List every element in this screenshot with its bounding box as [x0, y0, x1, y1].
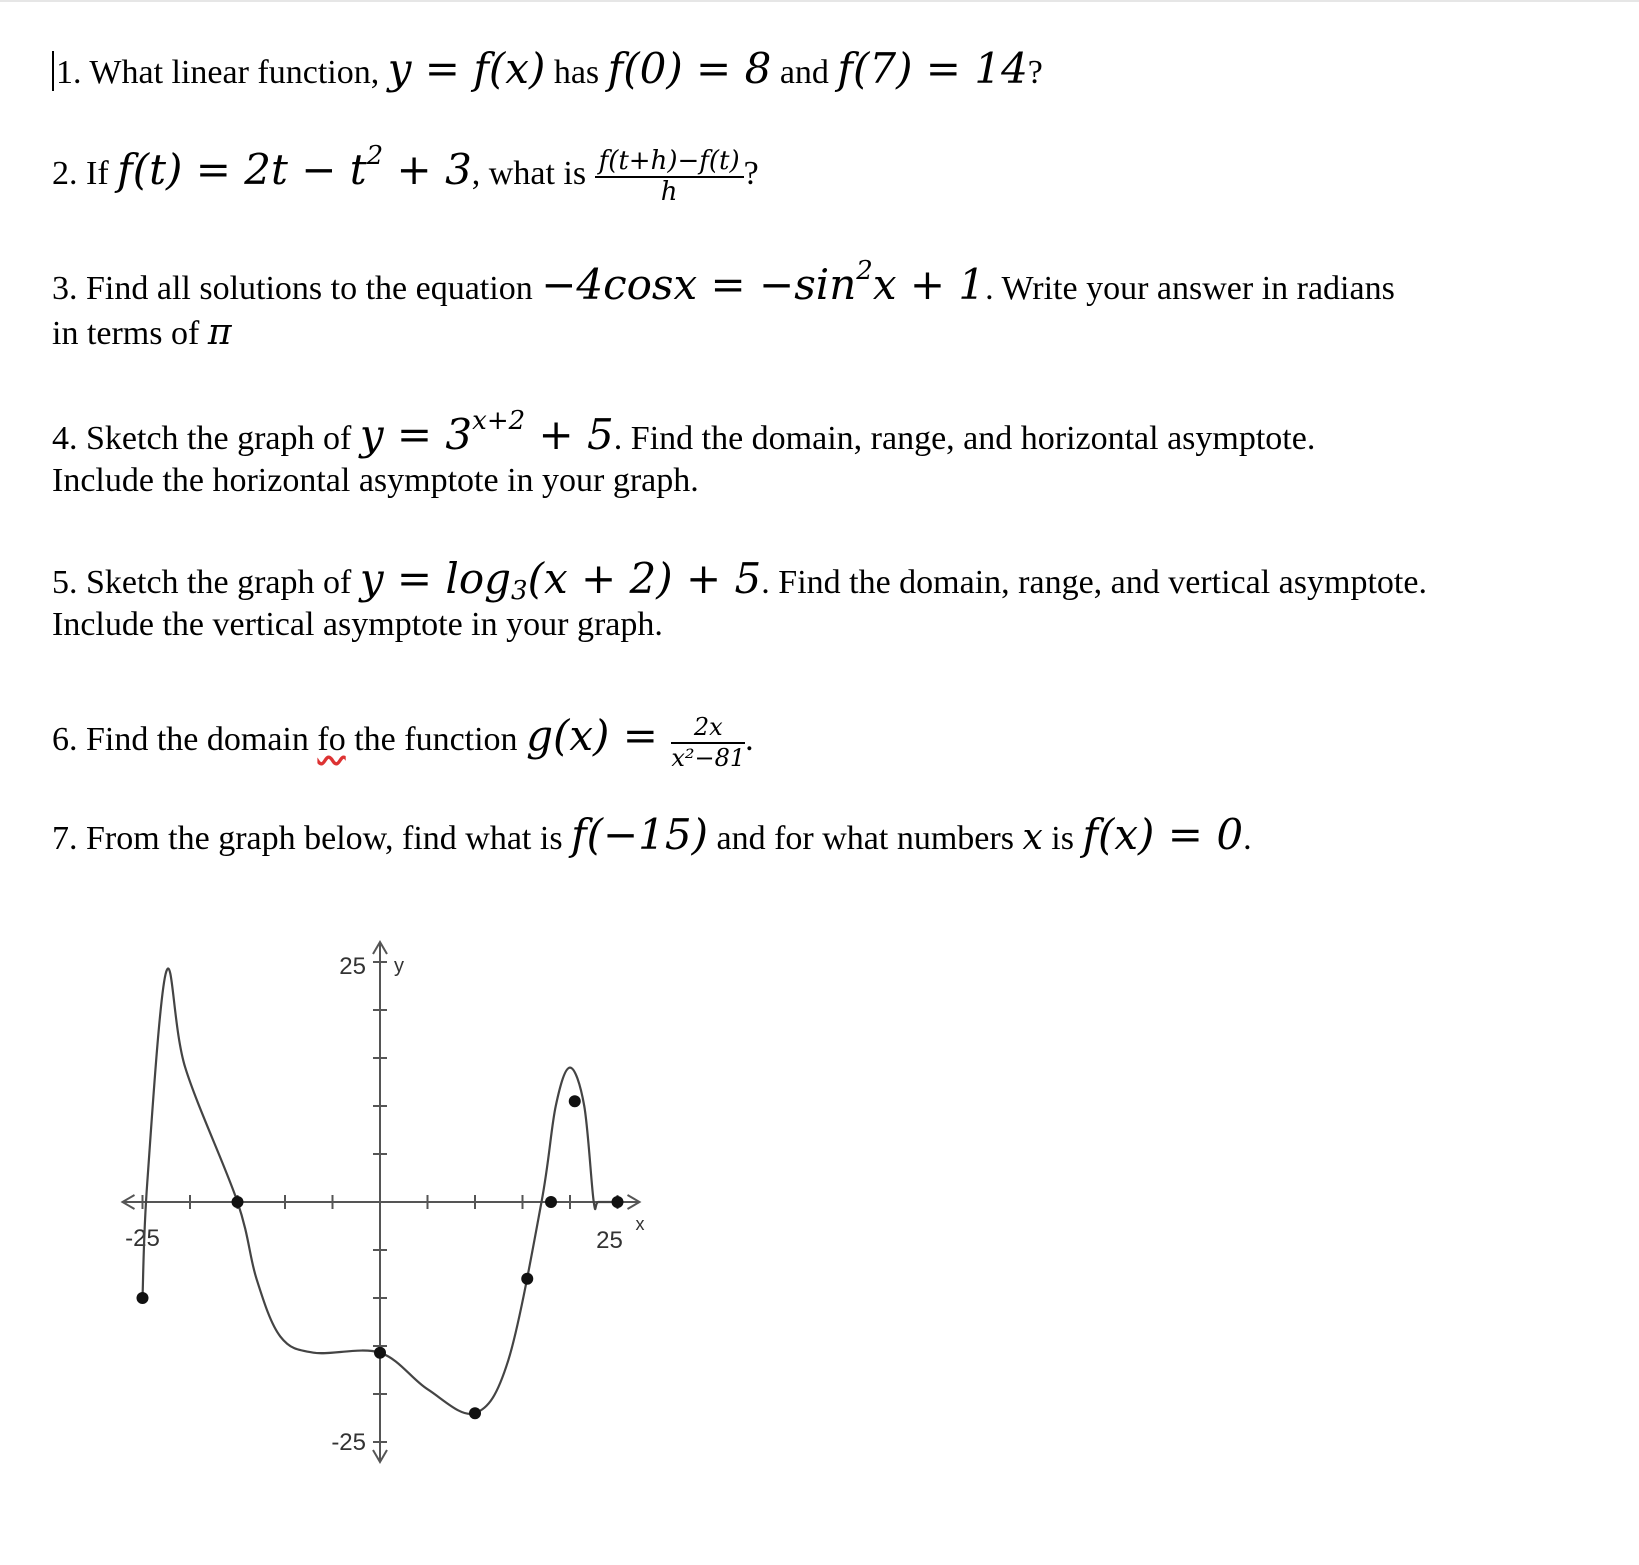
q5-expr-a: y = log: [359, 554, 512, 603]
q2-frac-denominator: h: [660, 177, 678, 207]
q1-text-a: What linear function,: [81, 54, 388, 91]
question-4-line-1: [52, 406, 1316, 464]
q5-log-base: 3: [511, 576, 528, 606]
q2-frac-numerator: f(t+h)−f(t): [595, 146, 744, 178]
q2-text-c: ?: [743, 154, 759, 192]
q2-exponent: 2: [366, 140, 384, 171]
question-7: [52, 812, 1252, 862]
question-3-line-1: [52, 256, 1395, 314]
q7-expr-b: x: [1022, 817, 1043, 858]
q3-expr-a: −4cosx = −sin: [541, 260, 857, 309]
q5-line-2-text: Include the vertical asymptote in your graph.: [52, 606, 663, 643]
q4-expr-a2: + 5: [525, 410, 614, 459]
data-point: [612, 1196, 624, 1208]
q3-pi: π: [207, 312, 232, 353]
y-axis-label: y: [394, 955, 404, 977]
y-tick-label-max: 25: [339, 953, 366, 980]
data-point: [521, 1273, 533, 1285]
q6-text-c: .: [745, 720, 754, 758]
question-4-line-2: [52, 458, 699, 504]
q7-text-a: 7. From the graph below, find what is: [52, 820, 572, 857]
q6-text-b: the function: [345, 720, 527, 758]
q2-text-b: , what is: [471, 154, 595, 192]
data-point: [374, 1347, 386, 1359]
text-cursor: [52, 51, 54, 91]
q5-text-a: 5. Sketch the graph of: [52, 564, 360, 601]
q1-text-d: ?: [1027, 54, 1043, 91]
q2-text-a: If: [77, 154, 118, 192]
q5-text-b: . Find the domain, range, and vertical asymptote.: [761, 564, 1427, 601]
q1-expr-b: f(0) = 8: [607, 44, 772, 93]
data-point: [232, 1196, 244, 1208]
question-6: [52, 712, 754, 772]
y-tick-label-min: -25: [331, 1429, 366, 1456]
q5-expr-a2: (x + 2) + 5: [527, 554, 762, 603]
data-point: [137, 1292, 149, 1304]
question-5-line-1: [52, 556, 1427, 608]
q6-fraction: [671, 712, 745, 772]
q7-text-d: .: [1243, 820, 1252, 857]
question-1: [52, 46, 1043, 96]
q2-number: 2.: [52, 154, 78, 192]
q7-text-b: and for what numbers: [708, 820, 1023, 857]
function-graph: [100, 935, 680, 1545]
question-5-line-2: [52, 602, 663, 648]
q3-text-b: . Write your answer in radians: [985, 270, 1395, 307]
q6-frac-numerator: 2x: [671, 712, 745, 744]
q4-text-a: 4. Sketch the graph of: [52, 420, 360, 457]
data-point: [569, 1095, 581, 1107]
q1-text-c: and: [771, 54, 838, 91]
q7-expr-c: f(x) = 0: [1082, 810, 1244, 859]
data-point: [469, 1407, 481, 1419]
q4-text-b: . Find the domain, range, and horizontal asymptote.: [613, 420, 1316, 457]
q2-expr-a: f(t) = 2t − t: [117, 144, 367, 194]
x-tick-label-max: 25: [596, 1227, 623, 1254]
q6-frac-denominator: x²−81: [671, 744, 746, 772]
q3-exponent: 2: [856, 256, 873, 286]
x-axis-label: x: [635, 1214, 645, 1234]
q7-text-c: is: [1042, 820, 1083, 857]
q1-text-b: has: [545, 54, 608, 91]
q1-number: 1.: [56, 54, 82, 91]
q1-expr-c: f(7) = 14: [837, 44, 1028, 93]
q2-expr-a2: + 3: [383, 144, 472, 194]
q6-expr-a: g(x) =: [526, 710, 672, 760]
q7-expr-a: f(−15): [571, 810, 709, 859]
q6-spelling-error[interactable]: fo: [317, 720, 346, 758]
q4-exponent: x+2: [472, 406, 526, 436]
data-point: [545, 1196, 557, 1208]
top-border: [0, 0, 1639, 2]
x-tick-label-min: -25: [125, 1225, 160, 1252]
question-2: [52, 140, 759, 207]
q3-expr-a2: x + 1: [872, 260, 986, 309]
q6-text-a: 6. Find the domain: [52, 720, 318, 758]
q1-expr-a: y = f(x): [387, 44, 546, 93]
q3-text-a: 3. Find all solutions to the equation: [52, 270, 542, 307]
question-3-line-2: [52, 310, 231, 357]
q3-line-2-text: in terms of: [52, 315, 208, 352]
q2-difference-quotient: [595, 146, 744, 206]
q4-line-2-text: Include the horizontal asymptote in your graph.: [52, 462, 699, 499]
q4-expr-a: y = 3: [359, 410, 473, 459]
